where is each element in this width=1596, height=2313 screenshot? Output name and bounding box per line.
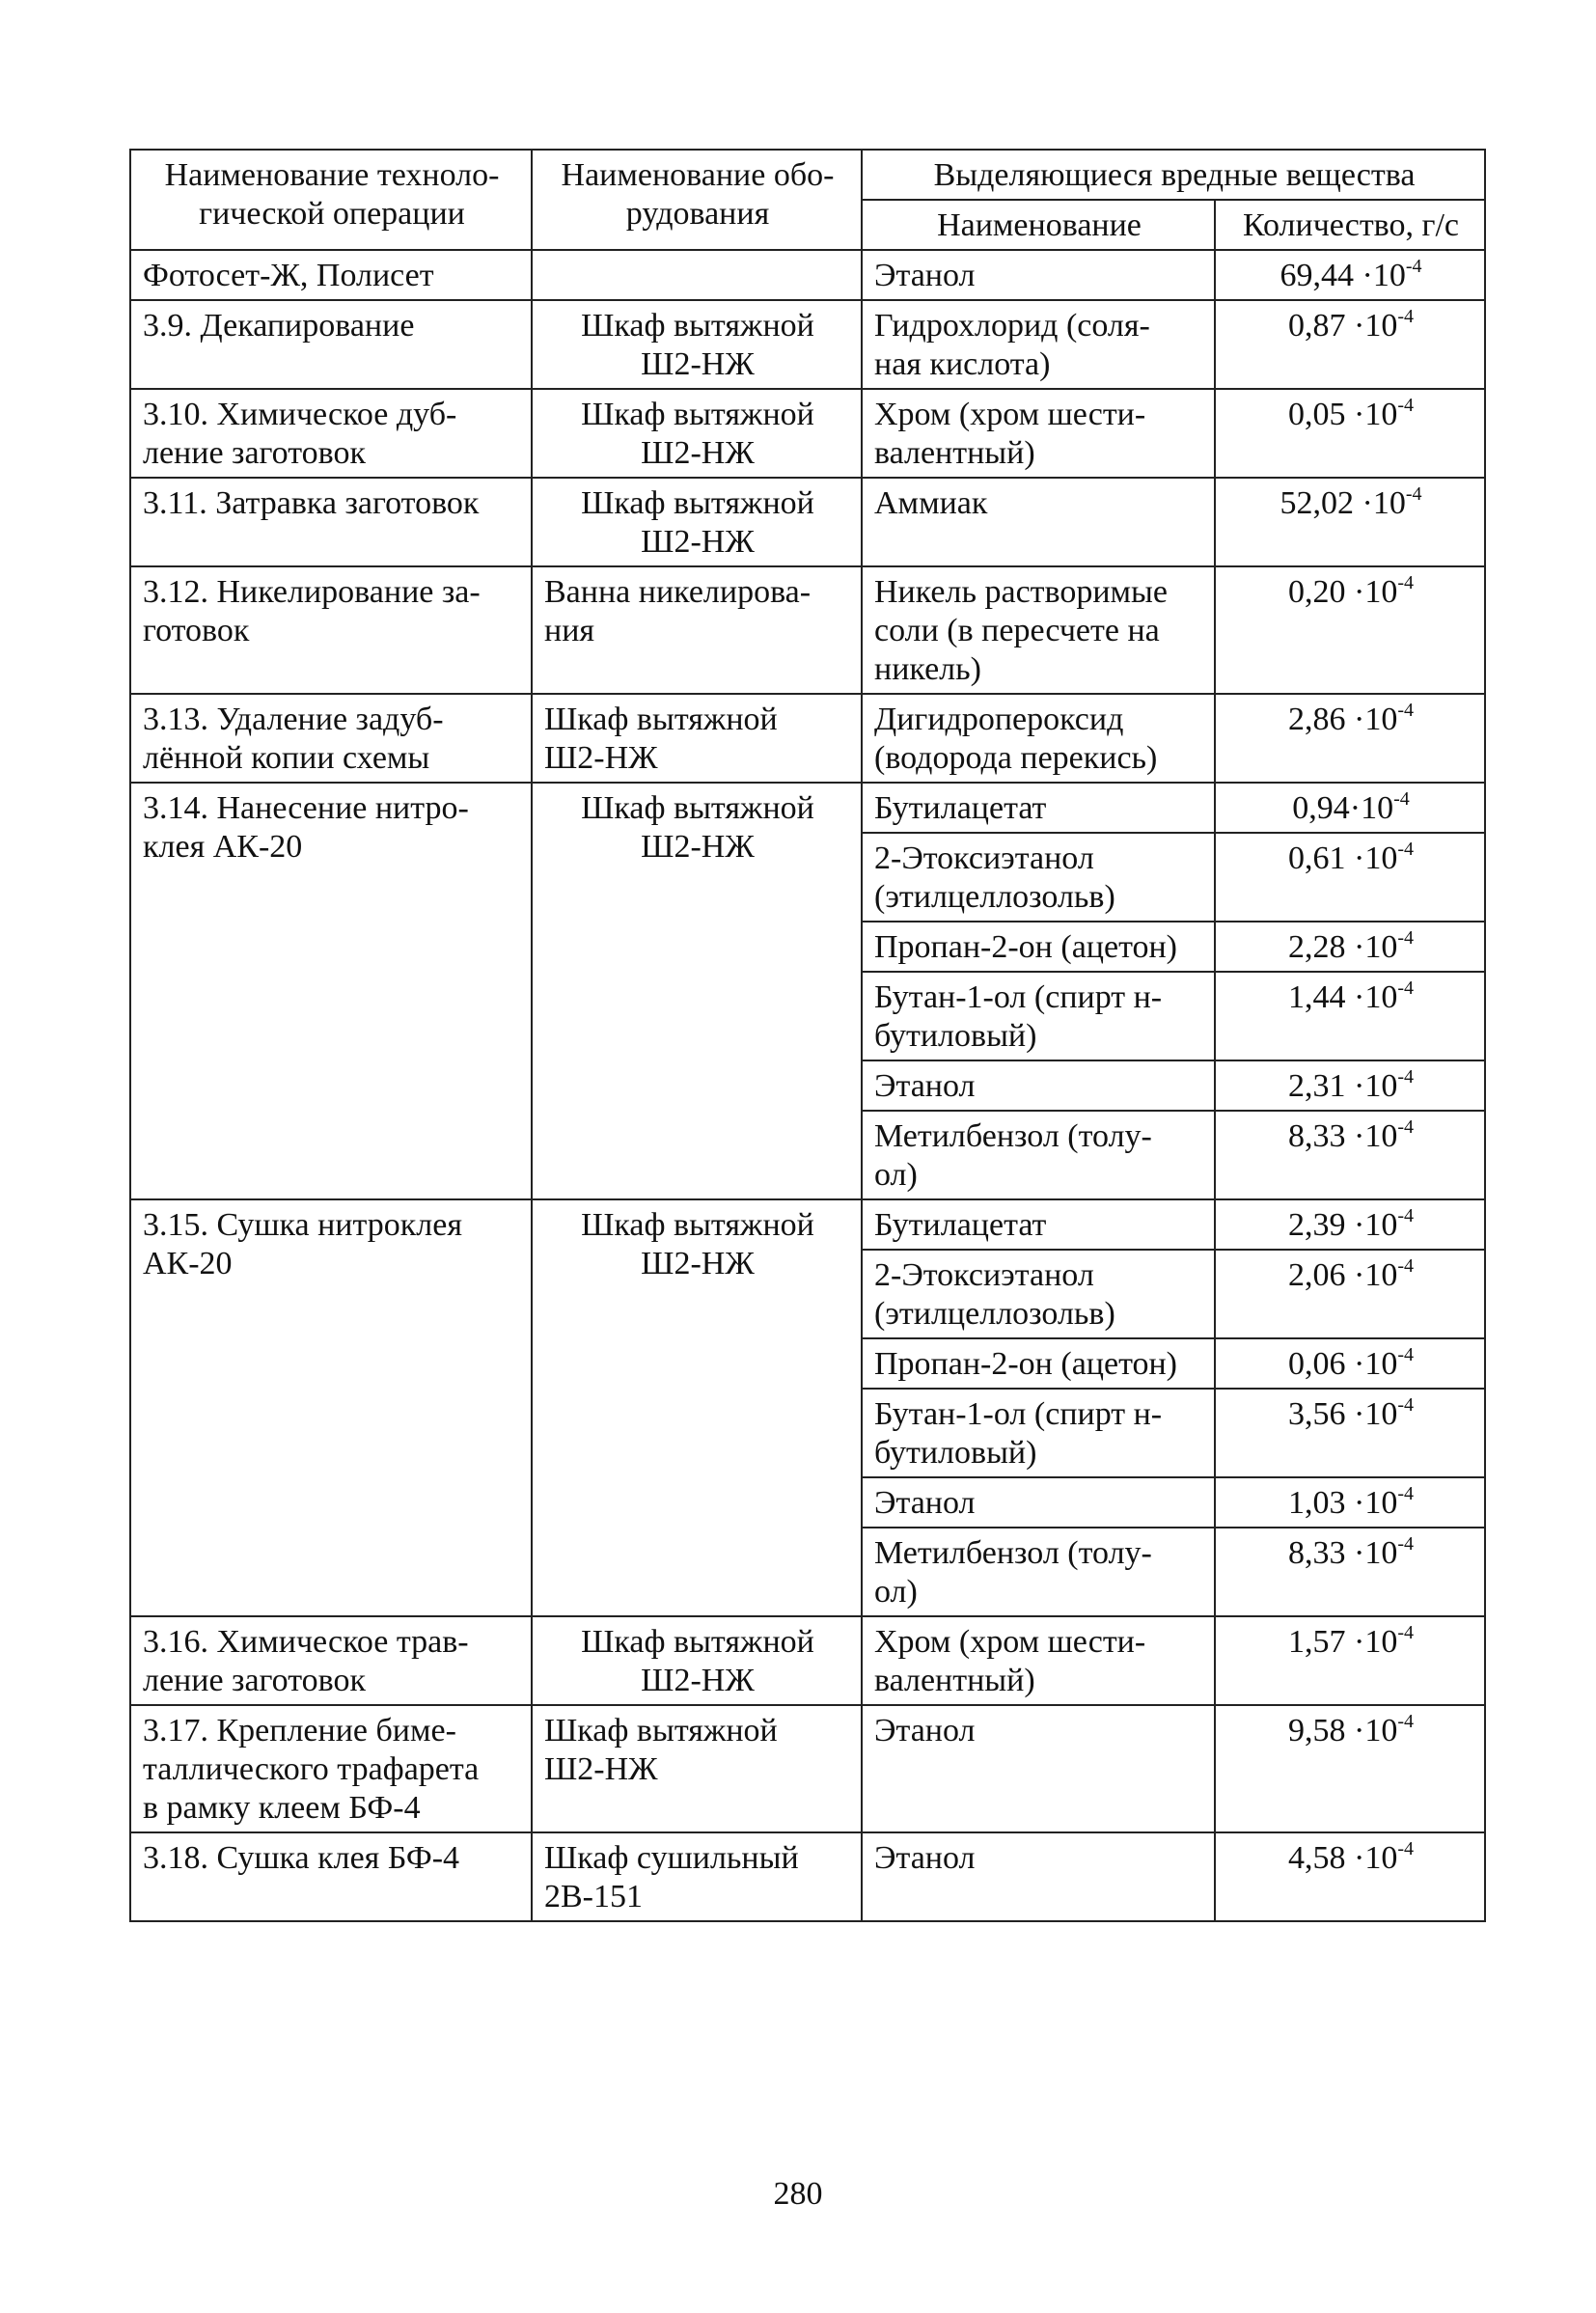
quantity-cell <box>1215 1477 1485 1528</box>
substance-name-cell: Этанол <box>862 1477 1215 1528</box>
table-row <box>130 694 1485 783</box>
quantity-cell <box>1215 300 1485 389</box>
emissions-table <box>129 149 1486 1922</box>
table-row <box>130 566 1485 694</box>
table-row <box>130 1705 1485 1832</box>
equipment-cell: Шкаф вытяжной Ш2-НЖ <box>532 478 862 566</box>
quantity-exponent: -4 <box>1393 788 1410 810</box>
quantity-exponent: -4 <box>1405 483 1422 505</box>
quantity-exponent: -4 <box>1405 256 1422 277</box>
equipment-cell: Шкаф вытяжной Ш2-НЖ <box>532 389 862 478</box>
quantity-mantissa: 1,57 <box>1288 1624 1346 1660</box>
quantity-cell <box>1215 566 1485 694</box>
quantity-mantissa: 4,58 <box>1288 1840 1346 1876</box>
quantity-base: ·10 <box>1345 308 1398 344</box>
substance-name-cell: 2-Этоксиэтанол (этилцеллозольв) <box>862 1250 1215 1338</box>
substance-name-cell: Этанол <box>862 1705 1215 1832</box>
quantity-exponent: -4 <box>1397 1116 1414 1138</box>
quantity-base: ·10 <box>1345 574 1398 610</box>
quantity-base: ·10 <box>1349 790 1394 826</box>
quantity-mantissa: 0,06 <box>1288 1346 1346 1382</box>
quantity-cell <box>1215 972 1485 1060</box>
quantity-mantissa: 0,61 <box>1288 840 1346 876</box>
equipment-cell: Шкаф вытяжной Ш2-НЖ <box>532 694 862 783</box>
quantity-exponent: -4 <box>1397 1533 1414 1555</box>
quantity-base: ·10 <box>1345 979 1398 1015</box>
equipment-cell: Шкаф сушильный 2В-151 <box>532 1832 862 1921</box>
table-row <box>130 783 1485 833</box>
quantity-cell <box>1215 922 1485 972</box>
header-substance-name: Наименование <box>862 200 1215 250</box>
quantity-mantissa: 2,86 <box>1288 702 1346 737</box>
quantity-exponent: -4 <box>1397 927 1414 949</box>
quantity-cell <box>1215 783 1485 833</box>
quantity-base: ·10 <box>1345 1840 1398 1876</box>
quantity-exponent: -4 <box>1397 395 1414 416</box>
operation-cell: 3.9. Декапирование <box>130 300 532 389</box>
quantity-mantissa: 1,44 <box>1288 979 1346 1015</box>
quantity-exponent: -4 <box>1397 306 1414 327</box>
substance-name-cell: Этанол <box>862 1060 1215 1111</box>
table-row <box>130 1199 1485 1250</box>
substance-name-cell: Аммиак <box>862 478 1215 566</box>
quantity-exponent: -4 <box>1397 1838 1414 1859</box>
table-row <box>130 1616 1485 1705</box>
quantity-base: ·10 <box>1345 702 1398 737</box>
quantity-cell <box>1215 1616 1485 1705</box>
substance-name-cell: Бутан-1-ол (спирт н- бутиловый) <box>862 972 1215 1060</box>
equipment-cell: Шкаф вытяжной Ш2-НЖ <box>532 300 862 389</box>
quantity-cell <box>1215 1389 1485 1477</box>
header-operation: Наименование техноло- гической операции <box>130 150 532 250</box>
quantity-cell <box>1215 1111 1485 1199</box>
substance-name-cell: Этанол <box>862 250 1215 300</box>
equipment-cell: Шкаф вытяжной Ш2-НЖ <box>532 1199 862 1616</box>
substance-name-cell: Дигидропероксид (водорода перекись) <box>862 694 1215 783</box>
quantity-mantissa: 2,31 <box>1288 1068 1346 1104</box>
substance-name-cell: Этанол <box>862 1832 1215 1921</box>
quantity-exponent: -4 <box>1397 700 1414 721</box>
quantity-cell <box>1215 1705 1485 1832</box>
quantity-base: ·10 <box>1345 929 1398 965</box>
quantity-exponent: -4 <box>1397 1205 1414 1226</box>
quantity-cell <box>1215 1832 1485 1921</box>
equipment-cell: Шкаф вытяжной Ш2-НЖ <box>532 1705 862 1832</box>
header-substances-group: Выделяющиеся вредные вещества <box>862 150 1485 200</box>
operation-cell: 3.11. Затравка заготовок <box>130 478 532 566</box>
quantity-base: ·10 <box>1354 485 1406 521</box>
quantity-base: ·10 <box>1345 1257 1398 1293</box>
page-number: 280 <box>773 2176 823 2212</box>
substance-name-cell: Никель растворимые соли (в пересчете на никель) <box>862 566 1215 694</box>
table-header <box>130 150 1485 250</box>
quantity-base: ·10 <box>1345 397 1398 432</box>
operation-cell: 3.16. Химическое трав- ление заготовок <box>130 1616 532 1705</box>
quantity-base: ·10 <box>1345 1485 1398 1521</box>
quantity-mantissa: 1,03 <box>1288 1485 1346 1521</box>
quantity-mantissa: 8,33 <box>1288 1118 1346 1154</box>
quantity-base: ·10 <box>1345 1207 1398 1243</box>
operation-cell: 3.14. Нанесение нитро- клея АК-20 <box>130 783 532 1199</box>
quantity-mantissa: 2,28 <box>1288 929 1346 965</box>
substance-name-cell: Пропан-2-он (ацетон) <box>862 1338 1215 1389</box>
quantity-exponent: -4 <box>1397 1344 1414 1365</box>
substance-name-cell: Гидрохлорид (соля- ная кислота) <box>862 300 1215 389</box>
substance-name-cell: Хром (хром шести- валентный) <box>862 389 1215 478</box>
substance-name-cell: Бутан-1-ол (спирт н- бутиловый) <box>862 1389 1215 1477</box>
table-row <box>130 1832 1485 1921</box>
quantity-mantissa: 69,44 <box>1280 258 1354 293</box>
quantity-cell <box>1215 1199 1485 1250</box>
operation-cell: 3.12. Никелирование за- готовок <box>130 566 532 694</box>
quantity-mantissa: 2,06 <box>1288 1257 1346 1293</box>
substance-name-cell: Хром (хром шести- валентный) <box>862 1616 1215 1705</box>
equipment-cell: Шкаф вытяжной Ш2-НЖ <box>532 1616 862 1705</box>
operation-cell: 3.15. Сушка нитроклея АК-20 <box>130 1199 532 1616</box>
substance-name-cell: Пропан-2-он (ацетон) <box>862 922 1215 972</box>
quantity-base: ·10 <box>1345 1535 1398 1571</box>
quantity-base: ·10 <box>1345 840 1398 876</box>
quantity-exponent: -4 <box>1397 1394 1414 1416</box>
quantity-mantissa: 8,33 <box>1288 1535 1346 1571</box>
table-row <box>130 478 1485 566</box>
quantity-exponent: -4 <box>1397 1255 1414 1277</box>
operation-cell: 3.17. Крепление биме- таллического трафарета в рамку клеем БФ-4 <box>130 1705 532 1832</box>
quantity-cell <box>1215 250 1485 300</box>
quantity-exponent: -4 <box>1397 1066 1414 1088</box>
operation-cell: 3.10. Химическое дуб- ление заготовок <box>130 389 532 478</box>
quantity-base: ·10 <box>1345 1068 1398 1104</box>
equipment-cell: Ванна никелирова- ния <box>532 566 862 694</box>
table-row <box>130 300 1485 389</box>
substance-name-cell: 2-Этоксиэтанол (этилцеллозольв) <box>862 833 1215 922</box>
quantity-base: ·10 <box>1345 1396 1398 1432</box>
quantity-mantissa: 2,39 <box>1288 1207 1346 1243</box>
quantity-exponent: -4 <box>1397 572 1414 593</box>
quantity-exponent: -4 <box>1397 1622 1414 1643</box>
header-equipment: Наименование обо- рудования <box>532 150 862 250</box>
operation-cell: Фотосет-Ж, Полисет <box>130 250 532 300</box>
operation-cell: 3.13. Удаление задуб- лённой копии схемы <box>130 694 532 783</box>
quantity-mantissa: 9,58 <box>1288 1713 1346 1749</box>
substance-name-cell: Бутилацетат <box>862 783 1215 833</box>
quantity-mantissa: 0,05 <box>1288 397 1346 432</box>
operation-cell: 3.18. Сушка клея БФ-4 <box>130 1832 532 1921</box>
quantity-base: ·10 <box>1345 1624 1398 1660</box>
quantity-cell <box>1215 1338 1485 1389</box>
quantity-cell <box>1215 833 1485 922</box>
quantity-exponent: -4 <box>1397 1483 1414 1504</box>
quantity-base: ·10 <box>1354 258 1406 293</box>
quantity-cell <box>1215 478 1485 566</box>
quantity-mantissa: 3,56 <box>1288 1396 1346 1432</box>
quantity-cell <box>1215 694 1485 783</box>
quantity-mantissa: 0,87 <box>1288 308 1346 344</box>
quantity-cell <box>1215 1060 1485 1111</box>
quantity-base: ·10 <box>1345 1713 1398 1749</box>
quantity-exponent: -4 <box>1397 839 1414 860</box>
table-row <box>130 389 1485 478</box>
quantity-cell <box>1215 1250 1485 1338</box>
equipment-cell: Шкаф вытяжной Ш2-НЖ <box>532 783 862 1199</box>
quantity-mantissa: 0,20 <box>1288 574 1346 610</box>
quantity-base: ·10 <box>1345 1118 1398 1154</box>
quantity-mantissa: 0,94 <box>1292 790 1350 826</box>
substance-name-cell: Метилбензол (толу- ол) <box>862 1528 1215 1616</box>
quantity-mantissa: 52,02 <box>1280 485 1354 521</box>
substance-name-cell: Метилбензол (толу- ол) <box>862 1111 1215 1199</box>
quantity-base: ·10 <box>1345 1346 1398 1382</box>
table-row <box>130 250 1485 300</box>
quantity-exponent: -4 <box>1397 978 1414 999</box>
header-quantity: Количество, г/с <box>1215 200 1485 250</box>
table-body <box>130 250 1485 1921</box>
quantity-cell <box>1215 389 1485 478</box>
quantity-exponent: -4 <box>1397 1711 1414 1732</box>
substance-name-cell: Бутилацетат <box>862 1199 1215 1250</box>
quantity-cell <box>1215 1528 1485 1616</box>
equipment-cell <box>532 250 862 300</box>
